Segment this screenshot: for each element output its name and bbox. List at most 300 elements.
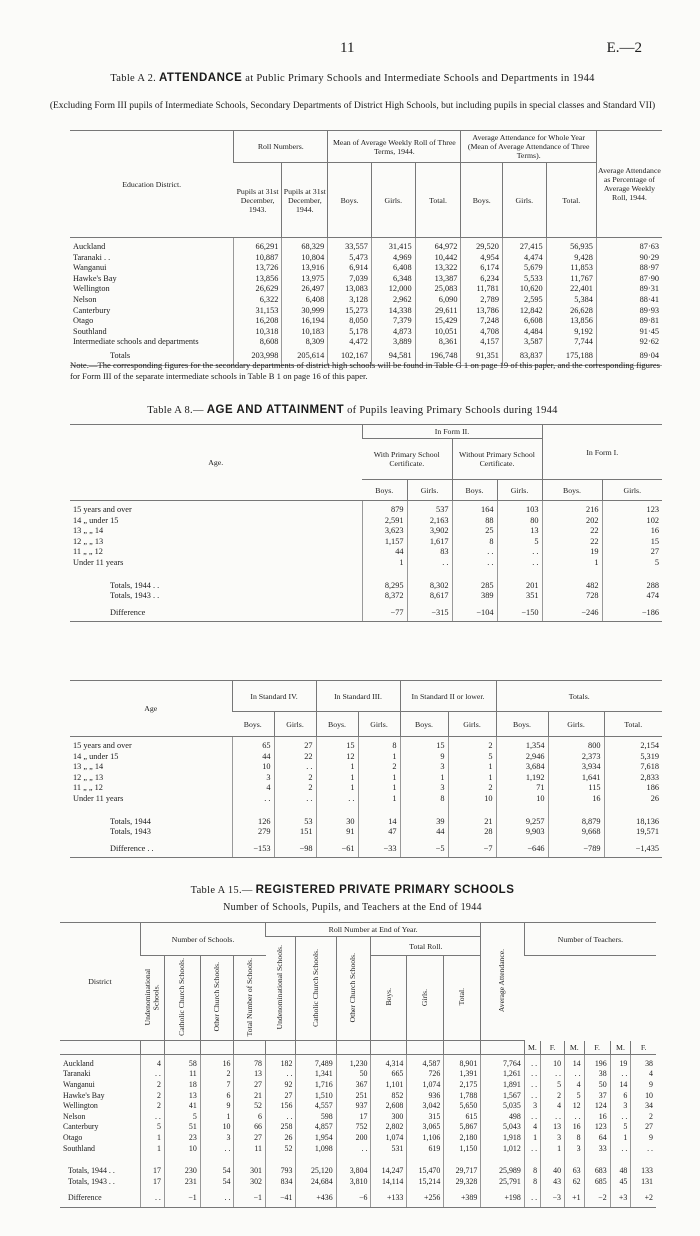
table-a15-subtitle: Number of Schools, Pupils, and Teachers at the End of 1944 xyxy=(223,902,482,913)
table-cell: −1 xyxy=(234,1187,266,1207)
table-cell: 29,717 xyxy=(444,1154,481,1177)
table-cell: 202 xyxy=(542,516,602,527)
header-female: F. xyxy=(541,1041,565,1055)
table-cell: . . xyxy=(407,558,452,569)
table-cell: 14 xyxy=(610,1080,631,1091)
table-cell: 258 xyxy=(266,1122,296,1133)
table-cell: 1,354 xyxy=(496,737,548,752)
table-row xyxy=(70,783,662,794)
table-cell: 3,042 xyxy=(407,1101,444,1112)
table-cell: 43 xyxy=(541,1177,565,1188)
header-roll-numbers: Roll Numbers. xyxy=(234,131,328,163)
table-cell: 1,261 xyxy=(481,1069,525,1080)
table-cell: +198 xyxy=(481,1187,525,1207)
header-total: Total. xyxy=(444,956,481,1041)
table-cell: 5,384 xyxy=(546,295,596,306)
table-cell: 17 xyxy=(140,1154,164,1177)
table-cell: 1,074 xyxy=(371,1133,407,1144)
table-cell: 10 xyxy=(541,1054,565,1069)
table-cell: 5 xyxy=(565,1091,585,1102)
table-a8-part2 xyxy=(70,680,662,858)
table-cell: . . xyxy=(266,1069,296,1080)
table-cell: 22 xyxy=(542,537,602,548)
table-cell: 5 xyxy=(140,1122,164,1133)
table-cell: 498 xyxy=(481,1112,525,1123)
table-cell: 3 xyxy=(610,1101,631,1112)
table-cell: 83 xyxy=(407,547,452,558)
table-cell: 3 xyxy=(232,773,274,784)
table-cell: 50 xyxy=(584,1080,610,1091)
table-cell: 1 xyxy=(358,794,400,805)
table-cell: 5,043 xyxy=(481,1122,525,1133)
table-cell: 6 xyxy=(200,1091,234,1102)
header-age: Age. xyxy=(70,425,362,501)
table-cell: 4 xyxy=(524,1122,540,1133)
table-row xyxy=(70,263,662,274)
table-cell: 89·31 xyxy=(596,284,662,295)
table-cell: 9 xyxy=(631,1080,656,1091)
table-cell: 4 xyxy=(565,1080,585,1091)
table-cell: +133 xyxy=(371,1187,407,1207)
table-cell: 2 xyxy=(140,1080,164,1091)
table-cell: 8,361 xyxy=(415,337,461,348)
table-cell: 87·90 xyxy=(596,274,662,285)
table-cell: 1 xyxy=(316,773,358,784)
table-cell: 56,935 xyxy=(546,238,596,253)
table-cell: 52 xyxy=(266,1144,296,1155)
table-cell: 15,429 xyxy=(415,316,461,327)
table-cell: 16 xyxy=(200,1054,234,1069)
table-cell: 937 xyxy=(336,1101,371,1112)
table-cell: 3,804 xyxy=(336,1154,371,1177)
row-label: Southland xyxy=(63,1143,96,1153)
table-cell: 33,557 xyxy=(328,238,372,253)
table-cell: . . xyxy=(497,558,542,569)
table-cell: 13 xyxy=(497,526,542,537)
table-cell: 38 xyxy=(631,1054,656,1069)
table-cell: 13,083 xyxy=(328,284,372,295)
table-cell: . . xyxy=(452,558,497,569)
table-cell: 216 xyxy=(542,501,602,516)
table-cell: 15,470 xyxy=(407,1154,444,1177)
table-cell: . . xyxy=(524,1144,540,1155)
row-label: 12 „ „ 13 xyxy=(73,536,104,546)
table-cell: 196 xyxy=(584,1054,610,1069)
table-cell: 29,328 xyxy=(444,1177,481,1188)
row-label: Hawke's Bay xyxy=(73,273,117,283)
row-label: 12 „ „ 13 xyxy=(73,772,104,782)
totals-row xyxy=(60,1154,656,1177)
header-district: District xyxy=(60,923,140,1041)
table-cell: 25,989 xyxy=(481,1154,525,1177)
header-form-1: In Form I. xyxy=(542,425,662,480)
header-roll-number: Roll Number at End of Year. xyxy=(266,923,481,937)
table-cell: 115 xyxy=(548,783,604,794)
header-standard-3: In Standard III. xyxy=(316,681,400,712)
header-boys: Boys. xyxy=(452,480,497,501)
table-cell: 91·45 xyxy=(596,327,662,338)
table-cell: 3 xyxy=(400,762,448,773)
header-with-certificate: With Primary School Certificate. xyxy=(362,439,452,480)
table-cell: 14,247 xyxy=(371,1154,407,1177)
table-cell: 879 xyxy=(362,501,407,516)
table-row xyxy=(60,1101,656,1112)
table-cell: 65 xyxy=(232,737,274,752)
row-label: Wanganui xyxy=(73,263,107,273)
table-cell: 31,153 xyxy=(234,306,282,317)
table-cell: 15,273 xyxy=(328,306,372,317)
table-cell: 5 xyxy=(164,1112,200,1123)
header-standard-2: In Standard II or lower. xyxy=(400,681,496,712)
header-girls: Girls. xyxy=(497,480,542,501)
table-cell: 6,408 xyxy=(371,263,415,274)
table-cell: 10,620 xyxy=(502,284,546,295)
table-cell: 8,050 xyxy=(328,316,372,327)
table-cell: 2 xyxy=(631,1112,656,1123)
header-catholic-schools: Catholic Church Schools. xyxy=(164,956,200,1041)
table-cell: 13,322 xyxy=(415,263,461,274)
table-cell: 50 xyxy=(336,1069,371,1080)
table-row xyxy=(70,547,662,558)
table-row xyxy=(70,316,662,327)
table-cell: 41 xyxy=(164,1101,200,1112)
table-cell: 25,120 xyxy=(296,1154,336,1177)
table-a8-part1 xyxy=(70,424,662,622)
table-cell: 45 xyxy=(610,1177,631,1188)
table-cell: . . xyxy=(274,794,316,805)
table-cell: 16 xyxy=(584,1112,610,1123)
table-cell: −1 xyxy=(164,1187,200,1207)
table-cell: 11,853 xyxy=(546,263,596,274)
table-cell: 537 xyxy=(407,501,452,516)
header-total: Total. xyxy=(604,712,662,737)
table-row xyxy=(70,516,662,527)
table-cell: 124 xyxy=(584,1101,610,1112)
table-cell: 5,533 xyxy=(502,274,546,285)
table-cell: 11 xyxy=(234,1144,266,1155)
table-cell: 9 xyxy=(200,1101,234,1112)
header-total-roll: Total Roll. xyxy=(371,937,481,956)
table-cell: 89·81 xyxy=(596,316,662,327)
table-cell: 78 xyxy=(234,1054,266,1069)
table-cell: 14,114 xyxy=(371,1177,407,1188)
table-cell: 6,090 xyxy=(415,295,461,306)
header-roll-1944: Pupils at 31st December, 1944. xyxy=(282,163,328,238)
table-cell: 52 xyxy=(234,1101,266,1112)
table-cell: 2,373 xyxy=(548,752,604,763)
table-cell: 15,214 xyxy=(407,1177,444,1188)
table-cell: 1,101 xyxy=(371,1080,407,1091)
table-cell: 8 xyxy=(400,794,448,805)
table-cell: 5,679 xyxy=(502,263,546,274)
table-cell: 19 xyxy=(542,547,602,558)
table-cell: 665 xyxy=(371,1069,407,1080)
header-male: M. xyxy=(610,1041,631,1055)
table-cell: −41 xyxy=(266,1187,296,1207)
row-label: 11 „ „ 12 xyxy=(73,547,103,557)
row-label: Nelson xyxy=(73,294,97,304)
header-girls: Girls. xyxy=(502,163,546,238)
table-cell: 63 xyxy=(565,1154,585,1177)
totals-1943-row: Totals, 1943 279 151 91 47 44 28 9,903 9,668 19,571 xyxy=(70,827,662,838)
table-cell: −3 xyxy=(541,1187,565,1207)
table-cell: 1 xyxy=(140,1144,164,1155)
table-cell: 13,387 xyxy=(415,274,461,285)
row-label: Totals, 1944 . . xyxy=(68,1166,115,1176)
table-cell: 29,611 xyxy=(415,306,461,317)
table-cell: 3,623 xyxy=(362,526,407,537)
table-cell: 27 xyxy=(274,737,316,752)
table-cell: 6,322 xyxy=(234,295,282,306)
table-cell: 10 xyxy=(496,794,548,805)
header-district: Education District. xyxy=(70,131,234,238)
table-cell: 80 xyxy=(497,516,542,527)
table-cell: 5,650 xyxy=(444,1101,481,1112)
header-boys: Boys. xyxy=(542,480,602,501)
table-row xyxy=(70,274,662,285)
table-cell: +2 xyxy=(631,1187,656,1207)
table-cell: 27,415 xyxy=(502,238,546,253)
table-cell: 2,833 xyxy=(604,773,662,784)
table-cell: 251 xyxy=(336,1091,371,1102)
table-cell: 10 xyxy=(200,1122,234,1133)
table-cell: 1,391 xyxy=(444,1069,481,1080)
table-cell: 10,887 xyxy=(234,253,282,264)
table-cell: 23 xyxy=(164,1133,200,1144)
row-label: Canterbury xyxy=(73,305,111,315)
table-cell: 44 xyxy=(362,547,407,558)
table-cell: 1,106 xyxy=(407,1133,444,1144)
table-cell: 11 xyxy=(164,1069,200,1080)
table-row xyxy=(70,773,662,784)
table-cell: 1,341 xyxy=(296,1069,336,1080)
row-label: 15 years and over xyxy=(73,505,132,514)
table-cell: 164 xyxy=(452,501,497,516)
table-cell: 13,975 xyxy=(282,274,328,285)
table-cell: . . xyxy=(524,1080,540,1091)
table-cell: 22 xyxy=(542,526,602,537)
table-cell: −6 xyxy=(336,1187,371,1207)
table-row xyxy=(70,762,662,773)
table-cell: 17 xyxy=(140,1177,164,1188)
table-a15-title: Table A 15.— REGISTERED PRIVATE PRIMARY SCHOOLS xyxy=(190,884,515,896)
table-cell: 13 xyxy=(164,1091,200,1102)
header-girls: Girls. xyxy=(274,712,316,737)
table-cell: 13 xyxy=(541,1122,565,1133)
table-cell: 4,969 xyxy=(371,253,415,264)
row-label: Difference xyxy=(60,1187,140,1207)
header-male: M. xyxy=(524,1041,540,1055)
table-cell: 1 xyxy=(140,1133,164,1144)
table-row xyxy=(60,1091,656,1102)
table-cell: 3,810 xyxy=(336,1177,371,1188)
table-a15-body xyxy=(60,1054,656,1154)
table-cell: 89·93 xyxy=(596,306,662,317)
table-cell: 4,857 xyxy=(296,1122,336,1133)
table-cell: 1 xyxy=(358,773,400,784)
table-cell: 2 xyxy=(274,783,316,794)
table-cell: 133 xyxy=(631,1154,656,1177)
table-cell: 17 xyxy=(336,1112,371,1123)
table-cell: 4,587 xyxy=(407,1054,444,1069)
table-cell: 27 xyxy=(266,1091,296,1102)
table-cell: 8 xyxy=(452,537,497,548)
table-cell: 4 xyxy=(631,1069,656,1080)
table-cell: 156 xyxy=(266,1101,296,1112)
table-cell: 16,194 xyxy=(282,316,328,327)
table-cell: +389 xyxy=(444,1187,481,1207)
header-boys: Boys. xyxy=(328,163,372,238)
table-cell: 5 xyxy=(541,1080,565,1091)
table-cell: 26,497 xyxy=(282,284,328,295)
table-row xyxy=(70,238,662,253)
table-cell: 7,489 xyxy=(296,1054,336,1069)
table-cell: 300 xyxy=(371,1112,407,1123)
table-cell: 1,788 xyxy=(444,1091,481,1102)
table-row xyxy=(70,752,662,763)
table-cell: 301 xyxy=(234,1154,266,1177)
table-row xyxy=(60,1122,656,1133)
table-cell: 1 xyxy=(358,752,400,763)
table-cell: 12,842 xyxy=(502,306,546,317)
table-cell: . . xyxy=(266,1112,296,1123)
table-cell: 25 xyxy=(452,526,497,537)
table-cell: 230 xyxy=(164,1154,200,1177)
table-row xyxy=(60,1112,656,1123)
table-cell: 10,051 xyxy=(415,327,461,338)
table-cell: −2 xyxy=(584,1187,610,1207)
table-cell: 1,716 xyxy=(296,1080,336,1091)
row-label: Southland xyxy=(73,326,107,336)
row-label: Taranaki . . xyxy=(73,252,111,262)
difference-row: Difference −77 −315 −104 −150 −246 −186 xyxy=(70,602,662,622)
table-cell: 200 xyxy=(336,1133,371,1144)
header-form-2: In Form II. xyxy=(362,425,542,439)
table-cell: 6,408 xyxy=(282,295,328,306)
table-cell: 13,726 xyxy=(234,263,282,274)
table-cell: 3,684 xyxy=(496,762,548,773)
table-cell: 10,183 xyxy=(282,327,328,338)
table-cell: 2,946 xyxy=(496,752,548,763)
header-female: F. xyxy=(631,1041,656,1055)
header-boys: Boys. xyxy=(400,712,448,737)
table-cell: 88 xyxy=(452,516,497,527)
table-cell: . . xyxy=(452,547,497,558)
table-cell: . . xyxy=(140,1112,164,1123)
table-cell: 2 xyxy=(200,1069,234,1080)
table-cell: 25,791 xyxy=(481,1177,525,1188)
header-standard-4: In Standard IV. xyxy=(232,681,316,712)
header-catholic-roll: Catholic Church Schools. xyxy=(296,937,336,1041)
table-cell: 7,248 xyxy=(461,316,503,327)
table-cell: 4,314 xyxy=(371,1054,407,1069)
table-row xyxy=(60,1080,656,1091)
table-cell: 66,291 xyxy=(234,238,282,253)
page-header xyxy=(0,40,700,60)
table-cell: . . xyxy=(274,762,316,773)
table-cell: 5 xyxy=(610,1122,631,1133)
table-cell: 752 xyxy=(336,1122,371,1133)
table-row xyxy=(60,1069,656,1080)
table-cell: 26 xyxy=(604,794,662,805)
table-cell: 4,474 xyxy=(502,253,546,264)
table-cell: 1,230 xyxy=(336,1054,371,1069)
table-cell: 726 xyxy=(407,1069,444,1080)
table-cell: . . xyxy=(200,1144,234,1155)
table-cell: . . xyxy=(565,1112,585,1123)
table-cell: 7,744 xyxy=(546,337,596,348)
table-cell: 9 xyxy=(631,1133,656,1144)
table-cell: 40 xyxy=(541,1154,565,1177)
table-cell: 123 xyxy=(602,501,662,516)
table-cell: 102 xyxy=(602,516,662,527)
table-row xyxy=(70,558,662,569)
table-cell: 5,178 xyxy=(328,327,372,338)
table-cell: 2 xyxy=(541,1091,565,1102)
table-cell: 6,174 xyxy=(461,263,503,274)
table-cell: 683 xyxy=(584,1154,610,1177)
table-a2 xyxy=(70,130,662,366)
table-cell: 1 xyxy=(542,558,602,569)
header-age: Age xyxy=(70,681,232,737)
table-cell: 25,083 xyxy=(415,284,461,295)
table-cell: 54 xyxy=(200,1154,234,1177)
table-cell: 5,473 xyxy=(328,253,372,264)
header-other-church-schools: Other Church Schools. xyxy=(200,956,234,1041)
header-total: Total. xyxy=(546,163,596,238)
table-cell: 936 xyxy=(407,1091,444,1102)
table-cell: 13,856 xyxy=(234,274,282,285)
table-cell: . . xyxy=(631,1144,656,1155)
table-cell: 64,972 xyxy=(415,238,461,253)
table-cell: . . xyxy=(497,547,542,558)
table-cell: 1,641 xyxy=(548,773,604,784)
table-row xyxy=(70,526,662,537)
table-cell: 13,856 xyxy=(546,316,596,327)
table-cell: 1,567 xyxy=(481,1091,525,1102)
table-cell: 12 xyxy=(565,1101,585,1112)
table-cell: . . xyxy=(200,1187,234,1207)
table-cell: 10 xyxy=(164,1144,200,1155)
table-cell: 1 xyxy=(316,783,358,794)
table-cell: 1 xyxy=(316,762,358,773)
row-label: Under 11 years xyxy=(73,793,124,803)
row-label: Otago xyxy=(73,316,94,326)
table-cell: 3 xyxy=(200,1133,234,1144)
row-label: 14 „ under 15 xyxy=(73,515,119,525)
header-average-attendance: Average Attendance. xyxy=(481,923,525,1041)
table-row xyxy=(60,1054,656,1069)
table-a2-title: Table A 2. ATTENDANCE at Public Primary Schools and Intermediate Schools and Departments in 1944 xyxy=(110,72,595,84)
table-cell: 21 xyxy=(234,1091,266,1102)
table-cell: 54 xyxy=(200,1177,234,1188)
table-cell: 1 xyxy=(448,762,496,773)
table-cell: 123 xyxy=(584,1122,610,1133)
table-cell: 18 xyxy=(164,1080,200,1091)
header-undenominational-schools: Undenominational Schools. xyxy=(140,956,164,1041)
header-boys: Boys. xyxy=(496,712,548,737)
header-total-number-of-schools: Total Number of Schools. xyxy=(234,956,266,1041)
table-cell: 6,608 xyxy=(502,316,546,327)
table-cell: 4,873 xyxy=(371,327,415,338)
table-row xyxy=(70,337,662,348)
header-girls: Girls. xyxy=(407,956,444,1041)
table-cell: 619 xyxy=(407,1144,444,1155)
header-girls: Girls. xyxy=(548,712,604,737)
table-cell: . . xyxy=(524,1187,540,1207)
table-cell: . . xyxy=(541,1112,565,1123)
table-cell: 793 xyxy=(266,1154,296,1177)
